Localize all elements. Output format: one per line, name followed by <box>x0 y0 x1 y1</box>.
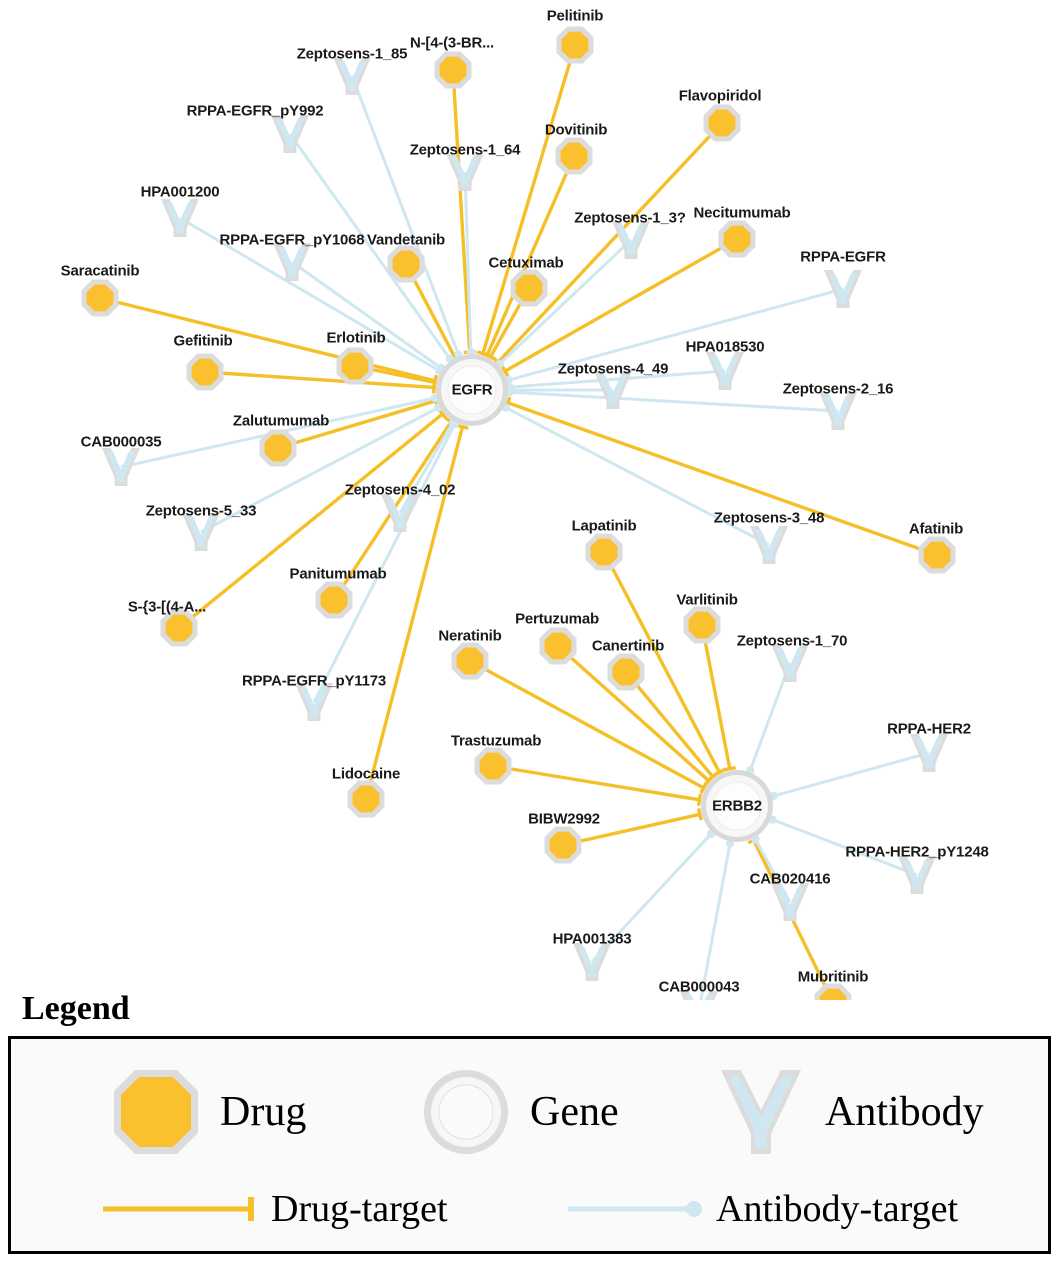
drug-node-label: Zalutumumab <box>232 412 330 430</box>
drug-node-label: Neratinib <box>438 627 502 645</box>
antibody-node-label: Zeptosens-1_64 <box>409 141 521 159</box>
drug-node[interactable] <box>393 251 420 278</box>
drug-node[interactable] <box>457 648 484 675</box>
legend-edge-row <box>11 1187 1048 1247</box>
drug-node-label: N-[4-(3-BR... <box>409 34 495 52</box>
drug-node-label: Cetuximab <box>488 254 564 272</box>
drug-node[interactable] <box>265 435 292 462</box>
antibody-node-label: HPA018530 <box>685 338 765 356</box>
gene-node-label: ERBB2 <box>712 797 762 815</box>
drug-target-edge <box>626 672 713 777</box>
antibody-node-label: RPPA-HER2_pY1248 <box>845 843 989 861</box>
antibody-node-label: Zeptosens-4_49 <box>557 360 669 378</box>
gene-node-label: EGFR <box>451 381 493 399</box>
drug-node[interactable] <box>591 539 618 566</box>
antibody-node-label: RPPA-HER2 <box>887 720 971 738</box>
drug-node-label: Pertuzumab <box>515 610 599 628</box>
drug-node-label: Saracatinib <box>60 262 140 280</box>
drug-node[interactable] <box>353 786 380 813</box>
drug-node-label: BIBW2992 <box>528 810 600 828</box>
drug-node[interactable] <box>724 226 751 253</box>
legend-title: Legend <box>22 990 130 1027</box>
drug-node[interactable] <box>480 753 507 780</box>
drug-target-edge-cap <box>699 808 702 820</box>
drug-target-edge-cap <box>699 794 701 806</box>
legend-label-drug: Drug <box>220 1089 307 1135</box>
antibody-node-label: CAB020416 <box>749 870 831 888</box>
antibody-node-label: Zeptosens-4_02 <box>344 481 456 499</box>
legend-label-gene: Gene <box>530 1089 619 1135</box>
antibody-node-label: HPA001200 <box>140 183 220 201</box>
antibody-target-edge <box>314 424 455 702</box>
drug-node[interactable] <box>613 659 640 686</box>
legend-label-drug-target: Drug-target <box>271 1188 448 1230</box>
gene-icon <box>416 1062 516 1162</box>
drug-node-label: Necitumumab <box>693 204 791 222</box>
drug-node-label: Vandetanib <box>366 231 446 249</box>
legend-node-row <box>11 1057 1048 1167</box>
legend-box <box>8 1036 1051 1254</box>
drug-node-label: Varlitinib <box>676 591 738 609</box>
antibody-node-label: Zeptosens-1_70 <box>736 632 848 650</box>
drug-node[interactable] <box>689 612 716 639</box>
drug-target-edge <box>493 766 700 800</box>
drug-node[interactable] <box>516 275 543 302</box>
drug-node-label: Afatinib <box>908 520 964 538</box>
antibody-target-edge-icon <box>566 1189 706 1229</box>
drug-node[interactable] <box>550 832 577 859</box>
legend-item-antibody <box>711 1062 984 1162</box>
antibody-node-label: Zeptosens-2_16 <box>782 380 894 398</box>
drug-node[interactable] <box>440 57 467 84</box>
drug-target-edge-icon <box>101 1189 261 1229</box>
antibody-node-label: RPPA-EGFR_pY992 <box>186 102 324 120</box>
drug-node-label: Lapatinib <box>571 517 637 535</box>
legend-label-antibody: Antibody <box>825 1089 984 1135</box>
drug-node[interactable] <box>166 615 193 642</box>
drug-target-edge-cap <box>724 768 736 770</box>
drug-node[interactable] <box>562 32 589 59</box>
drug-node[interactable] <box>321 587 348 614</box>
drug-icon <box>106 1062 206 1162</box>
drug-target-edge <box>498 123 722 362</box>
antibody-target-edge <box>352 76 458 355</box>
drug-node[interactable] <box>87 285 114 312</box>
drug-node-label: Dovitinib <box>544 121 608 139</box>
legend-item-drug <box>106 1062 306 1162</box>
drug-node-label: Panitumumab <box>289 565 387 583</box>
drug-node-label: Lidocaine <box>331 765 401 783</box>
drug-node[interactable] <box>545 633 572 660</box>
drug-node-label: Canertinib <box>591 637 665 655</box>
legend-item-gene <box>416 1062 619 1162</box>
antibody-node-label: CAB000043 <box>658 978 740 996</box>
antibody-target-edge <box>699 843 730 1000</box>
drug-node-label: Erlotinib <box>326 329 386 347</box>
drug-node[interactable] <box>709 110 736 137</box>
antibody-node-label: RPPA-EGFR_pY1068 <box>219 231 365 249</box>
antibody-node-label: Zeptosens-5_33 <box>145 502 257 520</box>
drug-node[interactable] <box>192 359 219 386</box>
antibody-node-label: RPPA-EGFR <box>800 248 886 266</box>
drug-node-label: Mubritinib <box>797 968 869 986</box>
drug-node-label: Gefitinib <box>173 332 233 350</box>
antibody-node-label: HPA001383 <box>552 930 632 948</box>
drug-node-label: Pelitinib <box>546 7 604 25</box>
antibody-node-label: RPPA-EGFR_pY1173 <box>241 672 387 690</box>
drug-node[interactable] <box>561 143 588 170</box>
drug-node-label: Flavopiridol <box>678 87 762 105</box>
antibody-target-edge <box>774 753 929 796</box>
drug-node-label: S-{3-[(4-A... <box>127 598 207 616</box>
drug-node-label: Trastuzumab <box>450 732 542 750</box>
antibody-node-label: Zeptosens-1_3? <box>574 209 686 227</box>
antibody-node-label: CAB000035 <box>80 433 162 451</box>
drug-target-edge-cap <box>434 381 435 393</box>
legend-item-drug-target <box>101 1187 448 1231</box>
legend-item-antibody-target <box>566 1187 958 1231</box>
drug-node[interactable] <box>342 353 369 380</box>
antibody-node-label: Zeptosens-3_48 <box>713 509 825 527</box>
antibody-node-label: Zeptosens-1_85 <box>296 45 408 63</box>
legend-label-antibody-target: Antibody-target <box>716 1188 959 1230</box>
legend <box>8 990 1051 1254</box>
drug-node[interactable] <box>924 542 951 569</box>
antibody-icon <box>711 1062 811 1162</box>
